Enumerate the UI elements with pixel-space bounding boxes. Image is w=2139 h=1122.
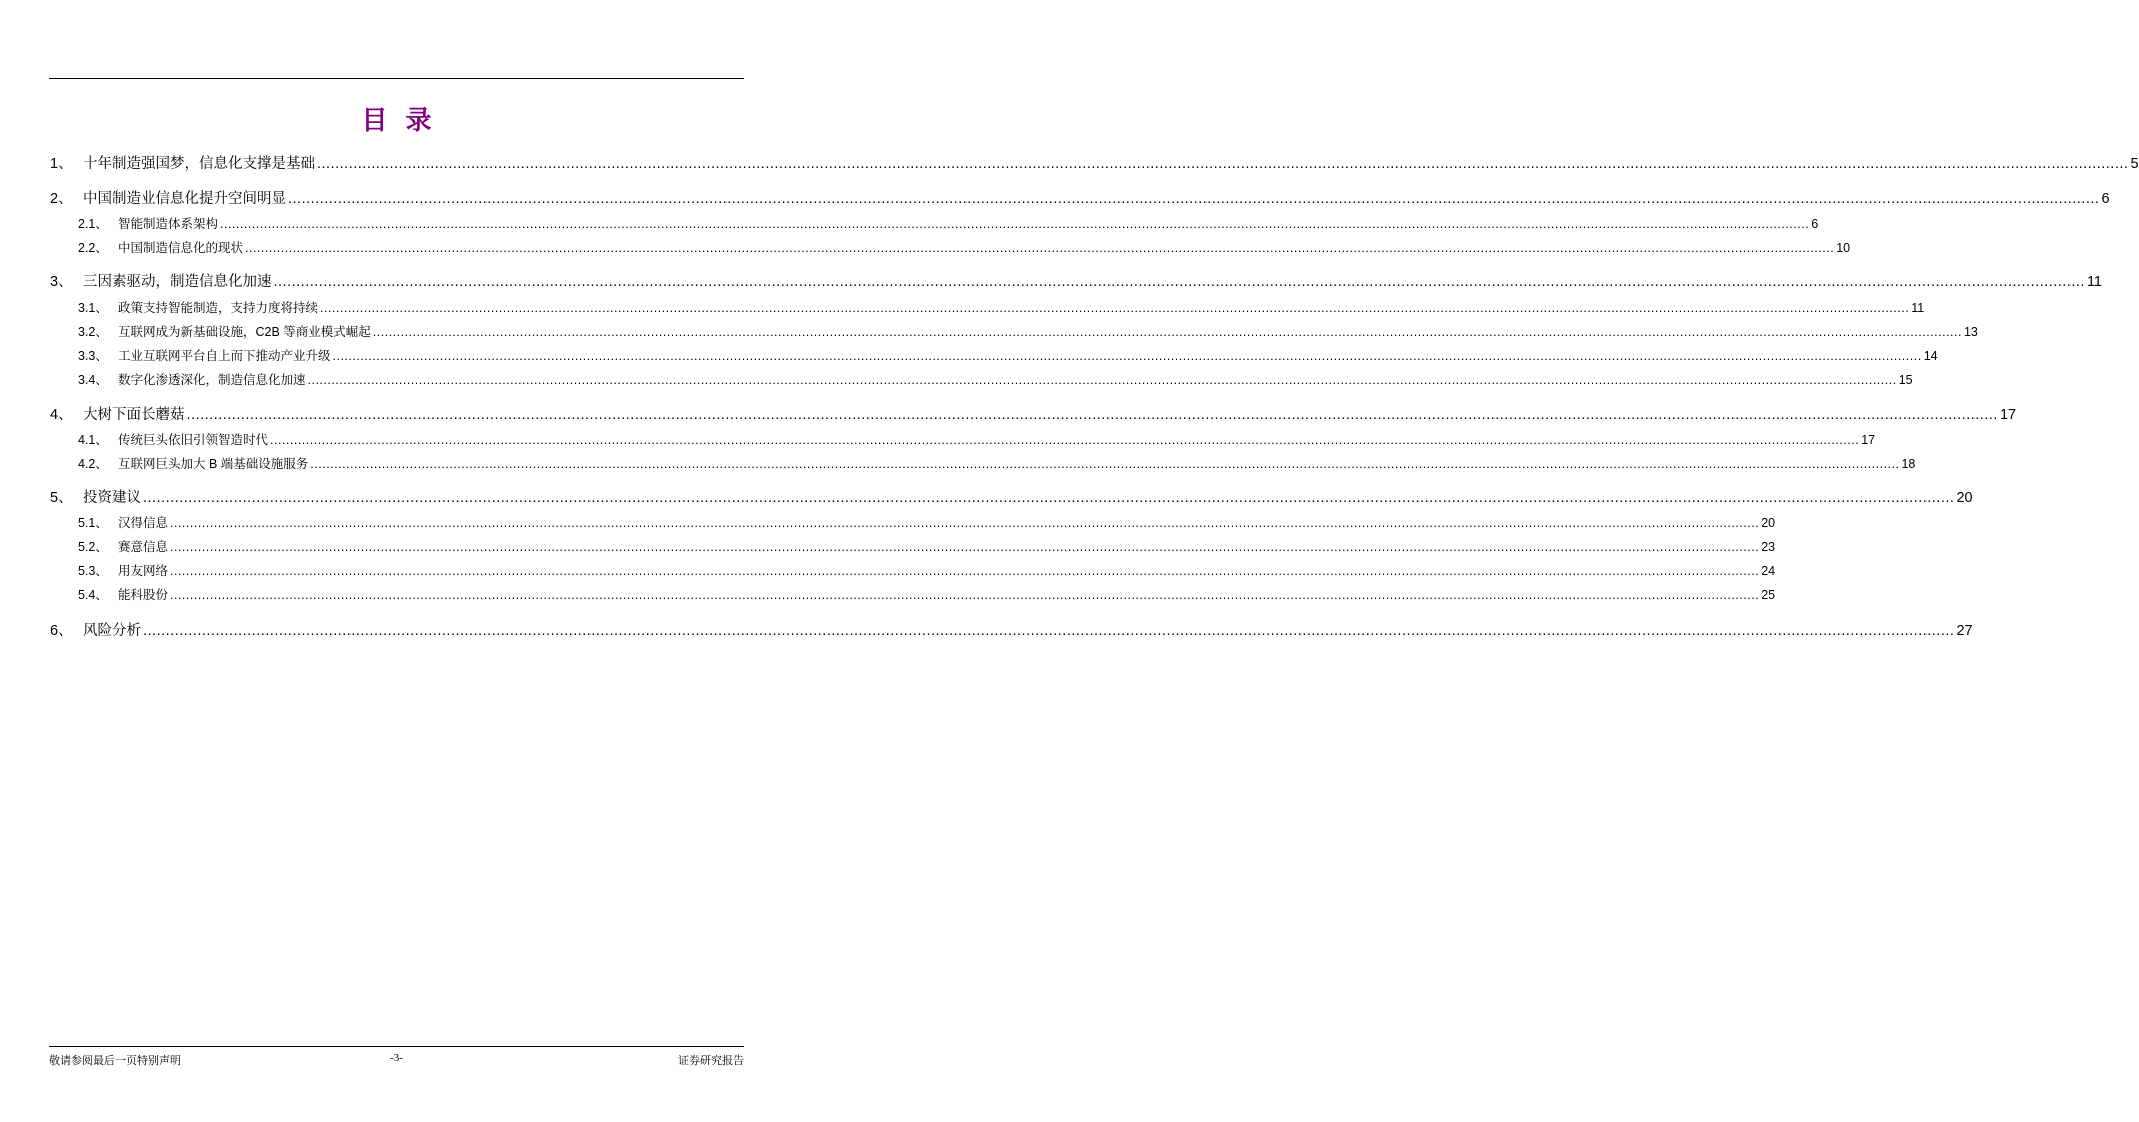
- toc-entry-title: 用友网络: [118, 564, 169, 578]
- toc-entry[interactable]: [78, 585, 1776, 603]
- toc-entry-page: 15: [1898, 373, 1913, 387]
- toc-entry-page: 17: [1999, 407, 2017, 423]
- toc-title: 目录: [361, 106, 450, 136]
- toc-entry[interactable]: [50, 270, 2102, 291]
- toc-entry-number: 4.2、: [78, 457, 108, 471]
- toc-entry-page: 6: [2101, 191, 2110, 207]
- toc-entry-number: 2、: [50, 191, 73, 207]
- report-type: 证券研究报告: [678, 1055, 744, 1067]
- toc-entry-title: 工业互联网平台自上而下推动产业升级: [118, 349, 331, 363]
- toc-entry[interactable]: [78, 298, 1925, 316]
- toc-entry-number: 4、: [50, 407, 73, 423]
- footer-rule: [49, 1046, 744, 1047]
- toc-dot-leader: ................................................................................................................................................................................................................................................................................................................................................................................................................: [270, 433, 1860, 447]
- toc-entry-page: 25: [1761, 588, 1776, 602]
- toc-entry-page: 20: [1956, 490, 1973, 506]
- toc-entry-page: 24: [1761, 564, 1776, 578]
- toc-entry-title: 能科股份: [118, 588, 169, 602]
- toc-entry-title: 赛意信息: [118, 540, 169, 554]
- toc-entry-title: 互联网成为新基础设施，C2B 等商业模式崛起: [118, 325, 371, 339]
- toc-entry-page: 11: [2086, 274, 2102, 290]
- toc-entry-page: 13: [1963, 325, 1978, 339]
- toc-entry-title: 三因素驱动，制造信息化加速: [83, 274, 272, 290]
- toc-entry-number: 4.1、: [78, 433, 108, 447]
- page-number: -3-: [390, 1052, 403, 1064]
- toc-dot-leader: ................................................................................................................................................................................................................................................................................................................................................................................................................: [170, 588, 1760, 602]
- toc-entry-page: 27: [1956, 623, 1973, 639]
- toc-entry-number: 3.1、: [78, 301, 108, 315]
- toc-dot-leader: ................................................................................................................................................................................................................................................................................................................................................................................................................: [273, 274, 2085, 290]
- toc-entry-number: 3.2、: [78, 325, 108, 339]
- toc-entry-title: 汉得信息: [118, 516, 169, 530]
- toc-entry-number: 5.2、: [78, 540, 108, 554]
- toc-entry[interactable]: [50, 187, 2110, 208]
- toc-entry-title: 互联网巨头加大 B 端基础设施服务: [118, 457, 309, 471]
- toc-dot-leader: ................................................................................................................................................................................................................................................................................................................................................................................................................: [310, 457, 1900, 471]
- toc-entry-title: 智能制造体系架构: [118, 217, 219, 231]
- toc-entry-page: 6: [1811, 217, 1819, 231]
- toc-entry[interactable]: [78, 454, 1916, 472]
- toc-entry-page: 18: [1901, 457, 1916, 471]
- toc-entry-title: 风险分析: [83, 623, 141, 639]
- toc-entry-title: 政策支持智能制造，支持力度将持续: [118, 301, 319, 315]
- toc-entry[interactable]: [78, 430, 1876, 448]
- toc-dot-leader: ................................................................................................................................................................................................................................................................................................................................................................................................................: [288, 191, 2100, 207]
- toc-dot-leader: ................................................................................................................................................................................................................................................................................................................................................................................................................: [170, 516, 1760, 530]
- toc-entry[interactable]: [78, 537, 1776, 555]
- toc-entry-number: 5、: [50, 490, 73, 506]
- toc-entry-number: 5.1、: [78, 516, 108, 530]
- toc-entry[interactable]: [78, 214, 1819, 232]
- toc-dot-leader: ................................................................................................................................................................................................................................................................................................................................................................................................................: [320, 301, 1910, 315]
- toc-entry[interactable]: [50, 619, 1973, 640]
- toc-dot-leader: ................................................................................................................................................................................................................................................................................................................................................................................................................: [307, 373, 1897, 387]
- toc-entry[interactable]: [78, 370, 1913, 388]
- toc-entry-title: 十年制造强国梦，信息化支撑是基础: [83, 156, 315, 172]
- toc-entry[interactable]: [78, 513, 1776, 531]
- toc-entry-page: 14: [1923, 349, 1938, 363]
- toc-entry-page: 11: [1911, 301, 1925, 315]
- toc-entry-number: 1、: [50, 156, 73, 172]
- toc-entry[interactable]: [50, 403, 2017, 424]
- toc-entry-title: 传统巨头依旧引领智造时代: [118, 433, 269, 447]
- toc-entry-number: 6、: [50, 623, 73, 639]
- footer-disclaimer: 敬请参阅最后一页特别声明: [49, 1055, 181, 1067]
- toc-entry[interactable]: [50, 486, 1973, 507]
- toc-entry-title: 中国制造信息化的现状: [118, 241, 244, 255]
- toc-dot-leader: ................................................................................................................................................................................................................................................................................................................................................................................................................: [143, 490, 1955, 506]
- toc-entry-title: 大树下面长蘑菇: [83, 407, 185, 423]
- toc-entry-title: 数字化渗透深化，制造信息化加速: [118, 373, 306, 387]
- toc-entry-number: 5.3、: [78, 564, 108, 578]
- toc-dot-leader: ................................................................................................................................................................................................................................................................................................................................................................................................................: [143, 623, 1955, 639]
- toc-entry-number: 2.1、: [78, 217, 108, 231]
- toc-dot-leader: ................................................................................................................................................................................................................................................................................................................................................................................................................: [245, 241, 1835, 255]
- toc-entry-number: 3.4、: [78, 373, 108, 387]
- toc-dot-leader: ................................................................................................................................................................................................................................................................................................................................................................................................................: [186, 407, 1998, 423]
- toc-dot-leader: ................................................................................................................................................................................................................................................................................................................................................................................................................: [170, 564, 1760, 578]
- toc-entry-title: 中国制造业信息化提升空间明显: [83, 191, 286, 207]
- toc-entry[interactable]: [78, 561, 1776, 579]
- toc-dot-leader: ................................................................................................................................................................................................................................................................................................................................................................................................................: [332, 349, 1922, 363]
- toc-entry-number: 3、: [50, 274, 73, 290]
- toc-entry[interactable]: [78, 322, 1978, 340]
- toc-entry-page: 23: [1761, 540, 1776, 554]
- header-rule: [49, 78, 744, 79]
- toc-entry-page: 20: [1761, 516, 1776, 530]
- toc-entry-title: 投资建议: [83, 490, 141, 506]
- toc-entry-page: 17: [1861, 433, 1876, 447]
- toc-entry[interactable]: [78, 346, 1938, 364]
- toc-entry-number: 3.3、: [78, 349, 108, 363]
- toc-dot-leader: ................................................................................................................................................................................................................................................................................................................................................................................................................: [170, 540, 1760, 554]
- toc-entry-number: 5.4、: [78, 588, 108, 602]
- toc-dot-leader: ................................................................................................................................................................................................................................................................................................................................................................................................................: [317, 156, 2129, 172]
- toc-dot-leader: ................................................................................................................................................................................................................................................................................................................................................................................................................: [220, 217, 1810, 231]
- toc-entry[interactable]: [78, 238, 1851, 256]
- toc-dot-leader: ................................................................................................................................................................................................................................................................................................................................................................................................................: [372, 325, 1962, 339]
- toc-entry-page: 5: [2130, 156, 2139, 172]
- toc-entry-page: 10: [1836, 241, 1851, 255]
- toc-entry[interactable]: [50, 152, 2139, 173]
- toc-entry-number: 2.2、: [78, 241, 108, 255]
